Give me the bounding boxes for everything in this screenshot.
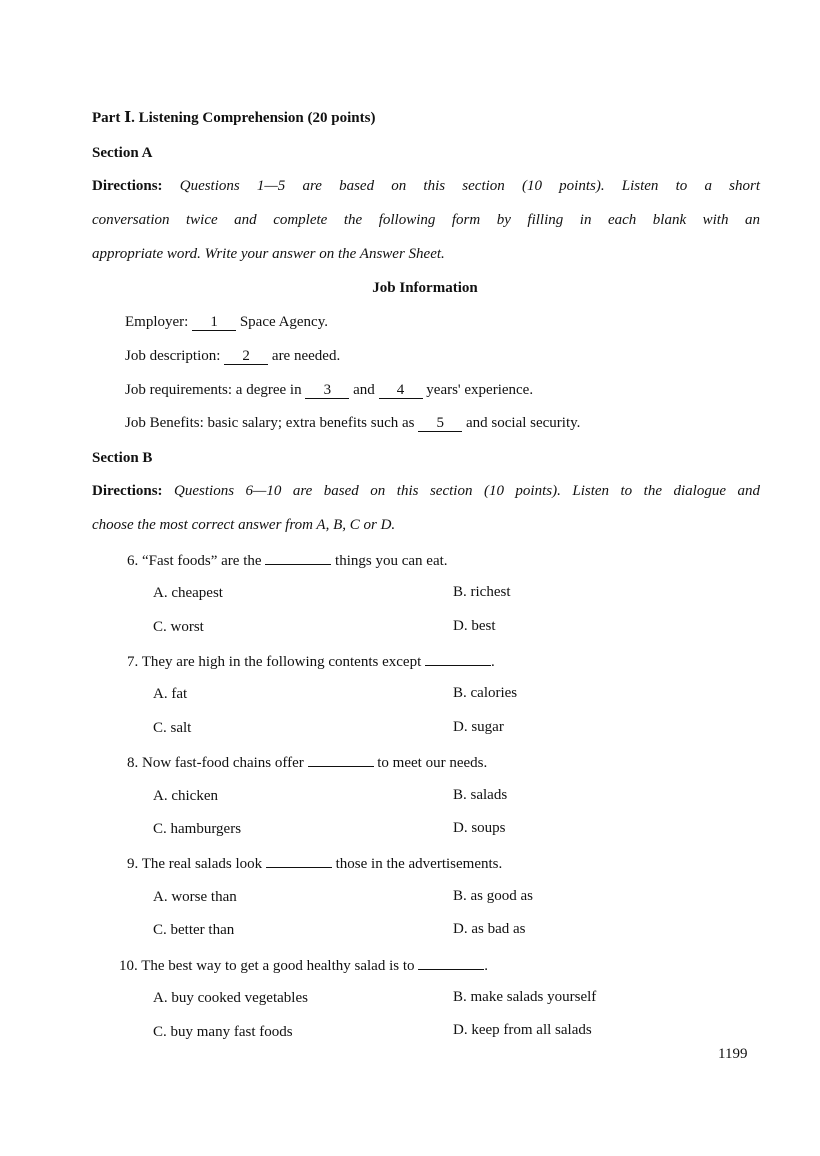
blank-1: 1 (192, 315, 236, 331)
page-number: 1199 (718, 1046, 748, 1062)
blank-4: 4 (379, 383, 423, 399)
q10-option-d: D. keep from all salads (453, 1022, 592, 1038)
question-10 (119, 955, 488, 975)
question-text-before: They are high in the following contents except (141, 654, 422, 670)
answer-blank (418, 955, 484, 970)
question-number: 10. (119, 958, 138, 974)
part-label: Part Ⅰ. (92, 110, 135, 126)
q8-option-a: A. chicken (153, 788, 218, 804)
question-text-after: things you can eat. (335, 553, 448, 569)
section-a-heading: Section A (92, 145, 153, 161)
question-text-after: . (484, 958, 489, 974)
q9-option-b: B. as good as (453, 888, 533, 904)
directions-label: Directions: (92, 178, 163, 194)
question-6 (127, 550, 448, 570)
directions-text: Questions 1—5 are based on this section (10 points). Listen to a short (179, 178, 760, 194)
employer-label: Employer: (125, 314, 189, 330)
form-description (125, 347, 340, 365)
question-text-after: those in the advertisements. (335, 856, 503, 872)
q8-option-c: C. hamburgers (153, 821, 242, 837)
q9-option-c: C. better than (153, 922, 235, 938)
blank-5: 5 (418, 416, 462, 432)
answer-blank (265, 550, 331, 565)
section-a-directions-line-1 (92, 177, 760, 195)
blank-2: 2 (224, 349, 268, 365)
question-number: 8. (127, 755, 139, 771)
directions-text: Questions 6—10 are based on this section (10 points). Listen to the dialogue and (174, 483, 760, 499)
section-a-directions-line-3: appropriate word. Write your answer on the Answer Sheet. (92, 246, 445, 262)
q9-option-a: A. worse than (153, 889, 237, 905)
q10-option-b: B. make salads yourself (453, 989, 597, 1005)
question-7 (127, 651, 495, 671)
question-text-before: “Fast foods” are the (142, 553, 262, 569)
q7-option-c: C. salt (153, 720, 192, 736)
description-label: Job description: (125, 348, 221, 364)
directions-label: Directions: (92, 483, 163, 499)
question-text-before: Now fast-food chains offer (142, 755, 304, 771)
requirements-label: Job requirements: a degree in (125, 382, 302, 398)
q6-option-c: C. worst (153, 619, 204, 635)
answer-blank (266, 853, 332, 868)
benefits-label: Job Benefits: basic salary; extra benefits such as (125, 415, 415, 431)
form-title: Job Information (372, 280, 478, 296)
requirements-mid: and (353, 382, 375, 398)
question-text-after: . (490, 654, 495, 670)
part-title (92, 109, 375, 127)
section-b-directions-line-1 (92, 482, 760, 500)
q8-option-d: D. soups (453, 820, 506, 836)
blank-3: 3 (305, 383, 349, 399)
description-after: are needed. (271, 348, 341, 364)
form-employer (125, 313, 328, 331)
employer-after: Space Agency. (239, 314, 328, 330)
part-points: (20 points) (307, 110, 376, 126)
question-text-after: to meet our needs. (377, 755, 488, 771)
q10-option-c: C. buy many fast foods (153, 1024, 293, 1040)
question-text-before: The real salads look (141, 856, 263, 872)
requirements-after: years' experience. (426, 382, 534, 398)
section-b-heading: Section B (92, 450, 153, 466)
benefits-after: and social security. (466, 415, 581, 431)
question-9 (127, 853, 502, 873)
question-number: 6. (127, 553, 139, 569)
question-number: 7. (127, 654, 139, 670)
form-requirements (125, 381, 533, 399)
question-number: 9. (127, 856, 139, 872)
q6-option-d: D. best (453, 618, 496, 634)
q9-option-d: D. as bad as (453, 921, 526, 937)
question-text-before: The best way to get a good healthy salad is to (141, 958, 415, 974)
q7-option-a: A. fat (153, 686, 188, 702)
q6-option-b: B. richest (453, 584, 511, 600)
q7-option-d: D. sugar (453, 719, 504, 735)
answer-blank (425, 651, 491, 666)
section-b-directions-line-2: choose the most correct answer from A, B, C or D. (92, 517, 396, 533)
form-benefits (125, 414, 580, 432)
section-a-directions-line-2: conversation twice and complete the following form by filling in each blank with an (92, 212, 760, 228)
question-8 (127, 752, 487, 772)
q10-option-a: A. buy cooked vegetables (153, 990, 308, 1006)
q7-option-b: B. calories (453, 685, 518, 701)
part-title-text: Listening Comprehension (138, 110, 304, 126)
q6-option-a: A. cheapest (153, 585, 223, 601)
q8-option-b: B. salads (453, 787, 508, 803)
answer-blank (308, 752, 374, 767)
